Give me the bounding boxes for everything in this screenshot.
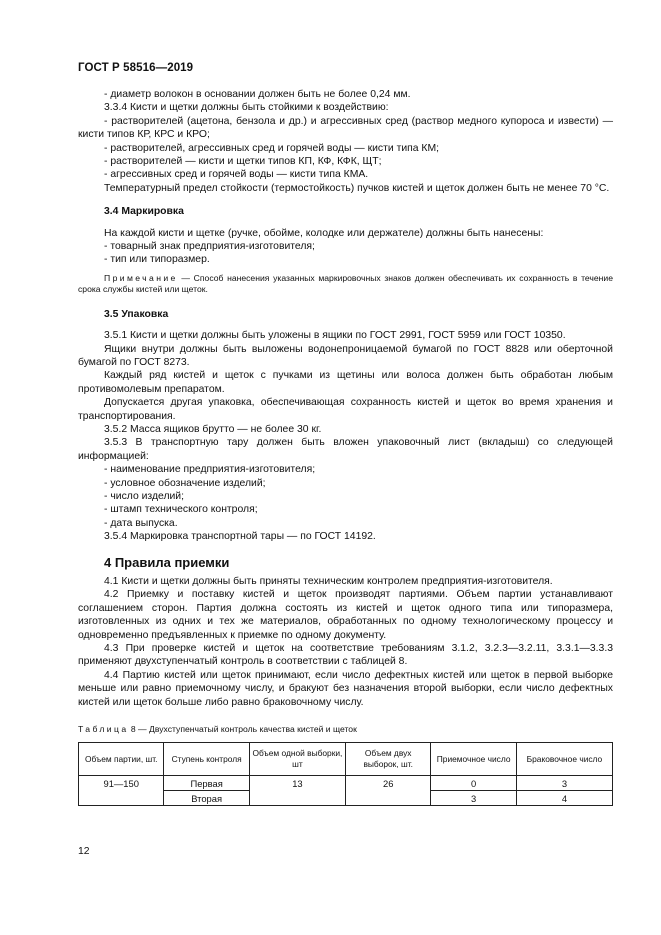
col-header: Приемочное число: [431, 743, 516, 776]
cell-accept: 0: [431, 776, 516, 791]
cell-stage: Первая: [164, 776, 249, 791]
control-table: [78, 742, 613, 806]
paragraph: - дата выпуска.: [104, 517, 178, 529]
paragraph: 4.3 При проверке кистей и щеток на соответствие требованиям 3.1.2, 3.2.3—3.2.11, 3.3.1—3.3.3 применяют двухступенчатый контроль в соответствии с таблицей 8.: [78, 643, 613, 668]
paragraph: 3.3.4 Кисти и щетки должны быть стойкими к воздействию:: [104, 102, 389, 114]
paragraph: - штамп технического контроля;: [104, 504, 258, 516]
section-heading-packaging: 3.5 Упаковка: [104, 308, 169, 320]
page-number: 12: [78, 846, 90, 857]
cell-two-samples: 26: [345, 776, 430, 806]
paragraph: - наименование предприятия-изготовителя;: [104, 464, 316, 476]
paragraph: 3.5.4 Маркировка транспортной тары — по ГОСТ 14192.: [104, 531, 376, 543]
paragraph: 3.5.3 В транспортную тару должен быть вложен упаковочный лист (вкладыш) со следующей информацией:: [78, 437, 613, 462]
paragraph: 3.5.2 Масса ящиков брутто — не более 30 кг.: [104, 423, 322, 435]
page-content: [78, 88, 613, 806]
cell-reject: 3: [516, 776, 612, 791]
paragraph: - растворителей — кисти и щетки типов КП, КФ, КФК, ЩТ;: [104, 156, 382, 168]
paragraph: Температурный предел стойкости (термостойкость) пучков кистей и щеток должен быть не менее 70 °С.: [104, 182, 610, 194]
table-caption-text: 8 — Двухступенчатый контроль качества кистей и щеток: [128, 724, 357, 735]
paragraph: - растворителей, агрессивных сред и горячей воды — кисти типа КМ;: [104, 142, 440, 154]
note-text: — Способ нанесения указанных маркировочных знаков должен обеспечивать их сохранность в течение срока службы кистей или щеток.: [78, 272, 613, 295]
table-caption: [78, 723, 613, 736]
col-header: Объем двух выборок, шт.: [345, 743, 430, 776]
paragraph: 4.1 Кисти и щетки должны быть приняты техническим контролем предприятия-изготовителя.: [104, 576, 553, 587]
col-header: Объем партии, шт.: [79, 743, 164, 776]
col-header: Объем одной выборки, шт: [249, 743, 345, 776]
section-heading-marking: 3.4 Маркировка: [104, 206, 184, 218]
cell-lot-size: 91—150: [79, 776, 164, 806]
col-header: Ступень контроля: [164, 743, 249, 776]
cell-accept: 3: [431, 791, 516, 806]
table-header-row: [79, 743, 613, 776]
paragraph: 3.5.1 Кисти и щетки должны быть уложены в ящики по ГОСТ 2991, ГОСТ 5959 или ГОСТ 10350.: [104, 330, 566, 342]
paragraph: - тип или типоразмер.: [104, 254, 210, 266]
paragraph: 4.2 Приемку и поставку кистей и щеток производят партиями. Объем партии устанавливают соглашением сторон. Партия должна состоять из кистей и щеток одного типа или типоразмера, изготовленных из одних и тех же материалов, обработанных по одному технологическому процессу и одновременно предъявленных к приемке по одному документу.: [78, 589, 613, 641]
cell-stage: Вторая: [164, 791, 249, 806]
marking-note: [78, 273, 613, 296]
note-label: Примечание: [104, 272, 178, 283]
paragraph: - агрессивных сред и горячей воды — кисти типа КМА.: [104, 169, 369, 181]
paragraph: - число изделий;: [104, 490, 184, 502]
section-heading-acceptance: 4 Правила приемки: [104, 554, 230, 570]
paragraph: Ящики внутри должны быть выложены водонепроницаемой бумагой по ГОСТ 8828 или оберточной бумагой по ГОСТ 8273.: [78, 343, 613, 368]
top-paragraphs: [78, 88, 613, 195]
paragraph: Допускается другая упаковка, обеспечивающая сохранность кистей и щеток во время хранения и транспортирования.: [78, 397, 613, 422]
col-header: Браковочное число: [516, 743, 612, 776]
table-row: [79, 776, 613, 791]
paragraph: - условное обозначение изделий;: [104, 477, 266, 489]
paragraph: - растворителей (ацетона, бензола и др.) и агрессивных сред (раствор медного купороса и извести) — кисти типов КР, КРС и КРО;: [78, 115, 613, 141]
paragraph: 4.4 Партию кистей или щеток принимают, если число дефектных кистей или щеток в первой выборке меньше или равно приемочному числу, и бракуют без назначения второй выборки, если число дефектных кистей или щеток больше либо равно браковочному числу.: [78, 669, 613, 708]
cell-reject: 4: [516, 791, 612, 806]
paragraph: - диаметр волокон в основании должен быть не более 0,24 мм.: [104, 89, 411, 100]
table-caption-label: Таблица: [78, 724, 129, 735]
paragraph: На каждой кисти и щетке (ручке, обойме, колодке или держателе) должны быть нанесены:: [104, 227, 544, 239]
paragraph: - товарный знак предприятия-изготовителя;: [104, 241, 315, 253]
cell-one-sample: 13: [249, 776, 345, 806]
standard-header: ГОСТ Р 58516—2019: [78, 62, 194, 74]
paragraph: Каждый ряд кистей и щеток с пучками из щетины или волоса должен быть обработан любым противомолевым препаратом.: [78, 370, 613, 395]
